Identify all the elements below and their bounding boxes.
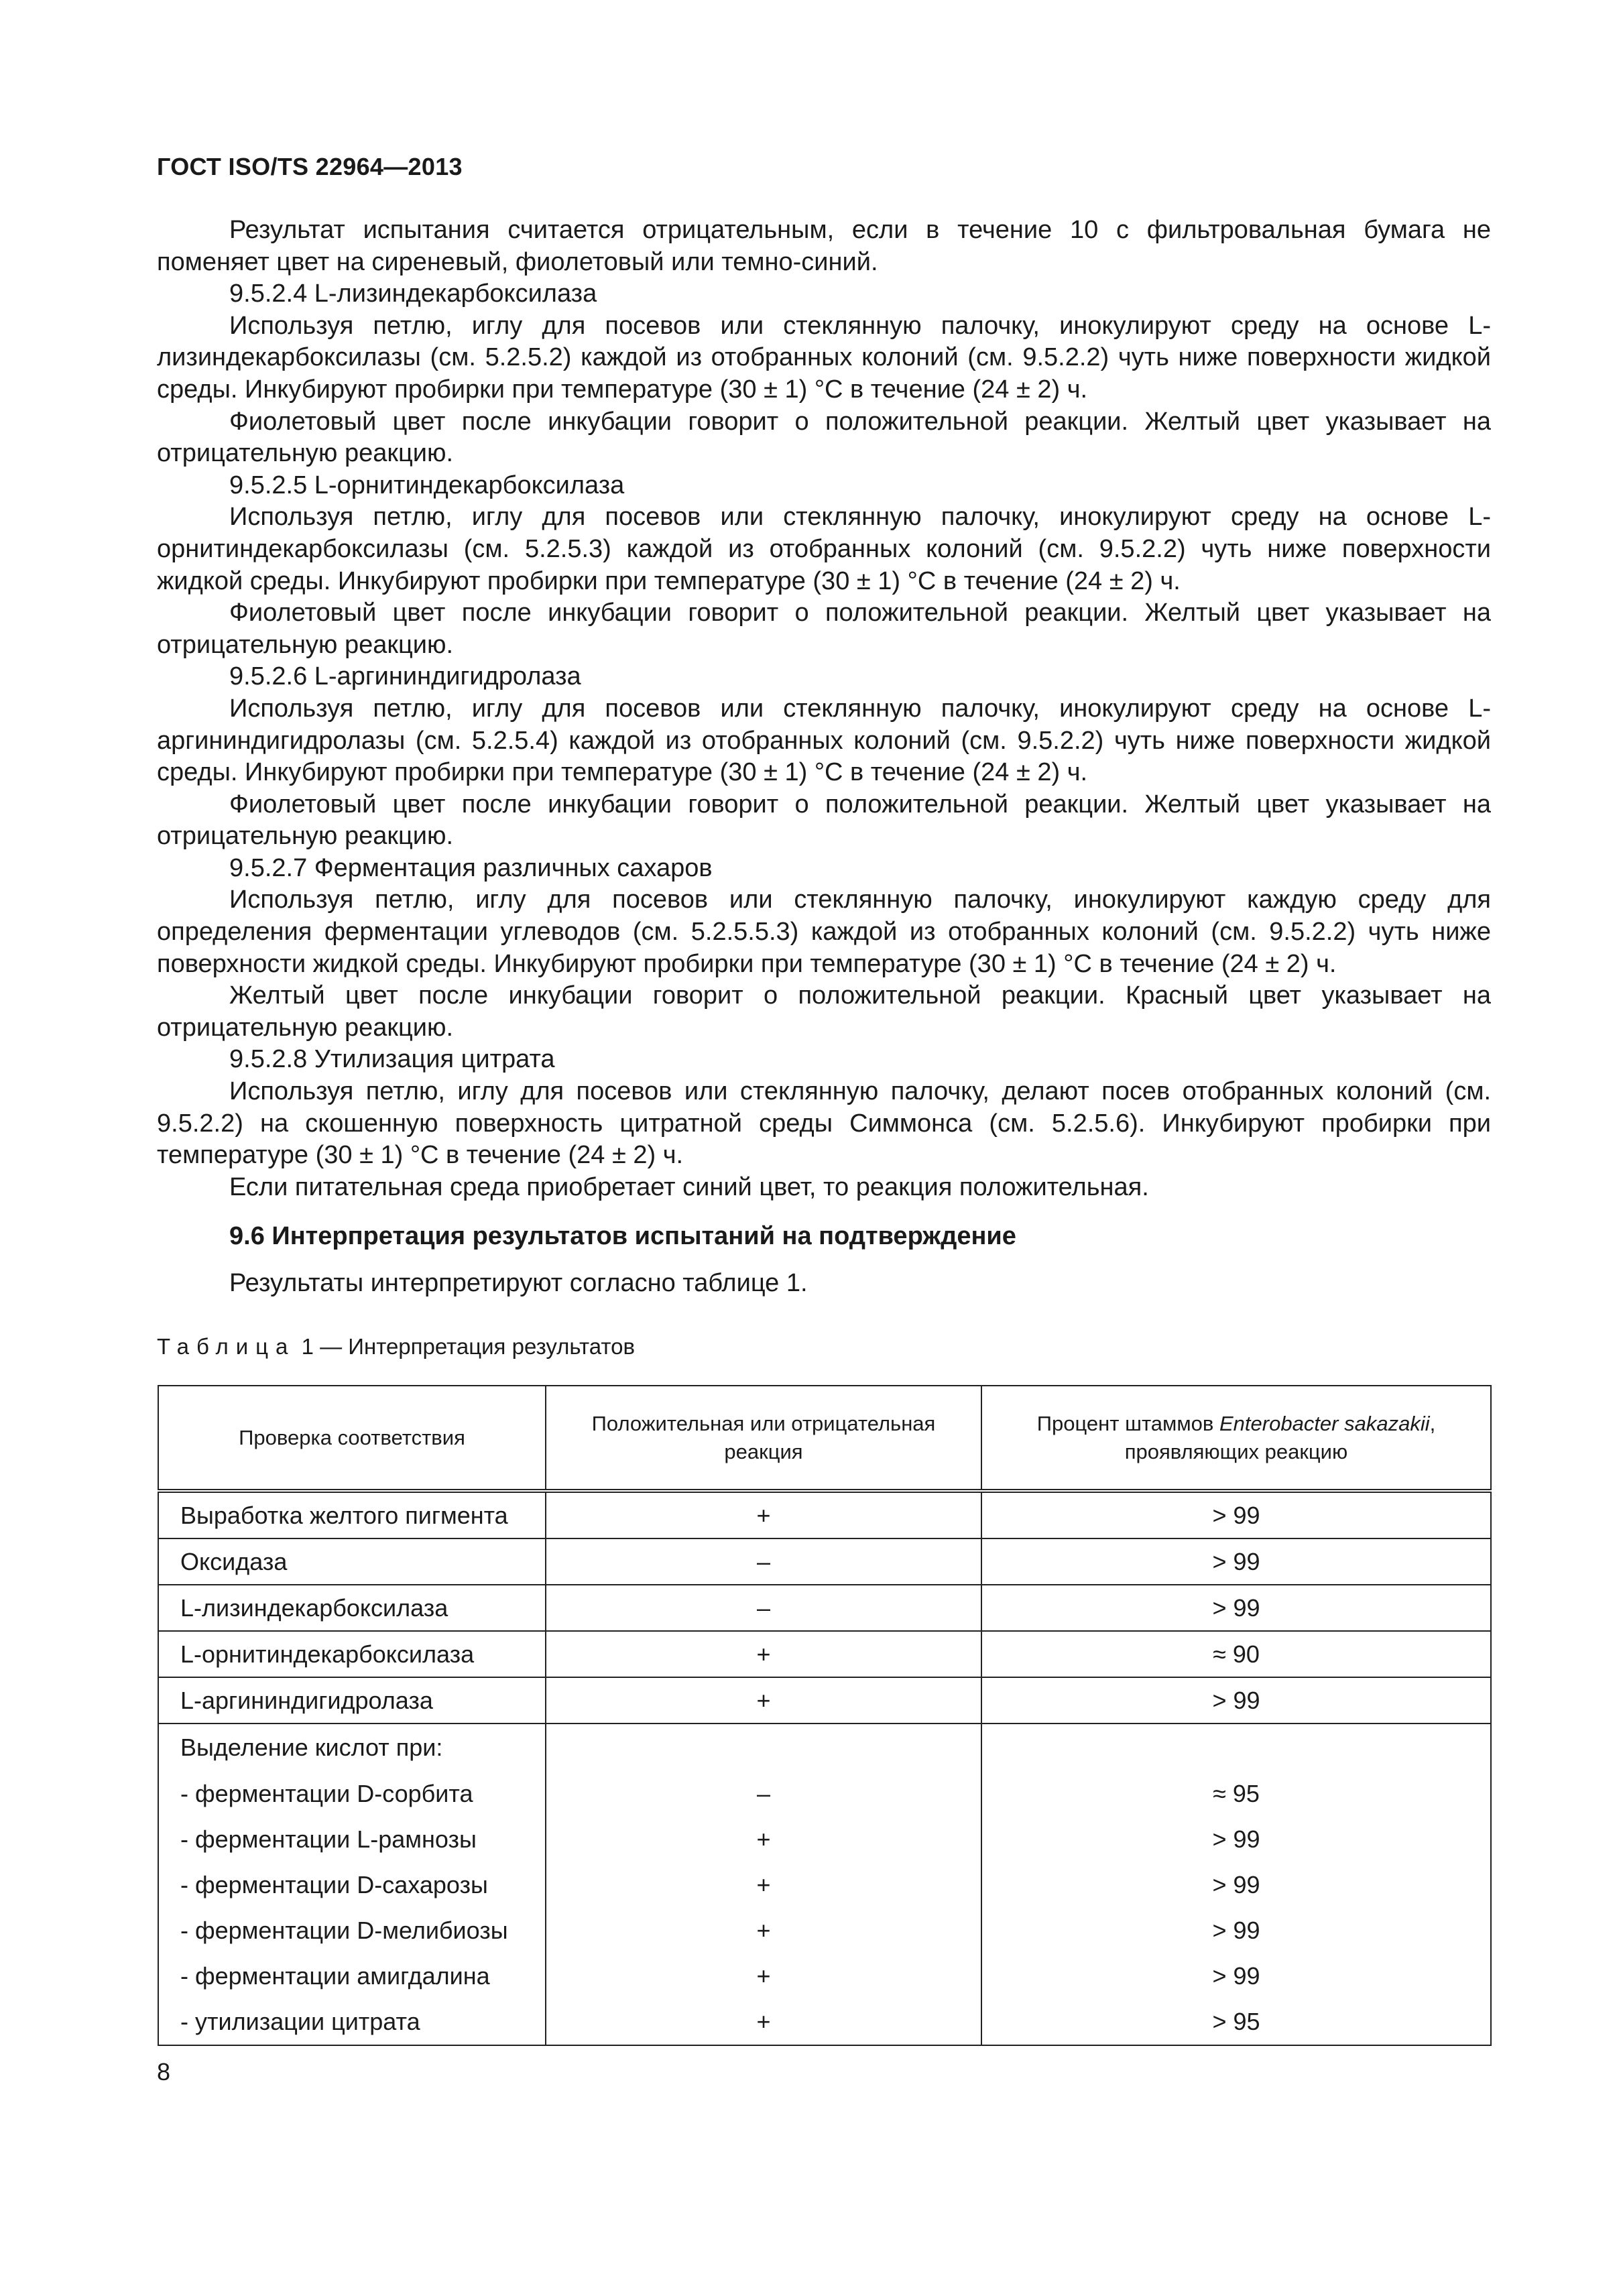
table-caption-title: 1 — Интерпретация результатов xyxy=(301,1334,635,1359)
header-percent-suffix: , проявляющих реакцию xyxy=(1124,1411,1436,1463)
cell-reaction: + xyxy=(546,1953,981,1999)
header-reaction: Положительная или отрицательная реакция xyxy=(546,1386,981,1491)
paragraph: Фиолетовый цвет после инкубации говорит о положительной реакции. Желтый цвет указывает на отрицательную реакцию. xyxy=(157,599,1491,659)
cell-percent: > 99 xyxy=(981,1817,1491,1862)
cell-reaction: + xyxy=(546,1631,981,1677)
paragraph: Результаты интерпретируют согласно таблице 1. xyxy=(229,1269,808,1297)
table-header-row xyxy=(158,1386,1491,1491)
cell-test: L-аргининдигидролаза xyxy=(158,1677,546,1724)
paragraph: Результат испытания считается отрицательным, если в течение 10 с фильтровальная бумага не поменяет цвет на сиреневый, фиолетовый или темно-синий. xyxy=(157,216,1491,276)
cell-test: - ферментации L-рамнозы xyxy=(158,1817,546,1862)
subsection-heading: 9.5.2.4 L-лизиндекарбоксилаза xyxy=(229,280,597,308)
cell-empty xyxy=(546,1724,981,1771)
cell-percent: > 99 xyxy=(981,1908,1491,1953)
subsection-heading: 9.5.2.5 L-орнитиндекарбоксилаза xyxy=(229,471,625,499)
paragraph: Используя петлю, иглу для посевов или стеклянную палочку, инокулируют среду на основе L-орнитиндекарбоксилазы (см. 5.2.5.3) каждой из отобранных колоний (см. 9.5.2.2) чуть ниже поверхности жидкой среды. Инкубируют пробирки при температуре (30 ± 1) °С в течение (24 ± 2) ч. xyxy=(157,503,1491,595)
paragraph: Фиолетовый цвет после инкубации говорит о положительной реакции. Желтый цвет указывает на отрицательную реакцию. xyxy=(157,790,1491,851)
table-row xyxy=(158,1771,1491,1817)
cell-empty xyxy=(981,1724,1491,1771)
paragraph: Если питательная среда приобретает синий цвет, то реакция положительная. xyxy=(229,1172,1149,1201)
cell-test: - ферментации D-сахарозы xyxy=(158,1862,546,1908)
table-row xyxy=(158,1585,1491,1631)
cell-test: Выработка желтого пигмента xyxy=(158,1491,546,1538)
paragraph: Фиолетовый цвет после инкубации говорит о положительной реакции. Желтый цвет указывает на отрицательную реакцию. xyxy=(157,407,1491,468)
cell-group-title: Выделение кислот при: xyxy=(158,1724,546,1771)
cell-percent: > 95 xyxy=(981,1999,1491,2045)
cell-reaction: – xyxy=(546,1538,981,1585)
cell-percent: ≈ 90 xyxy=(981,1631,1491,1677)
cell-test: - ферментации амигдалина xyxy=(158,1953,546,1999)
table-row xyxy=(158,1677,1491,1724)
cell-reaction: + xyxy=(546,1677,981,1724)
paragraph: Используя петлю, иглу для посевов или стеклянную палочку, инокулируют каждую среду для определения ферментации углеводов (см. 5.2.5.5.3) каждой из отобранных колоний (см. 9.5.2.2) чуть ниже поверхности жидкой среды. Инкубируют пробирки при температуре (30 ± 1) °С в течение (24 ± 2) ч. xyxy=(157,886,1491,978)
table-row xyxy=(158,1538,1491,1585)
table-row xyxy=(158,1999,1491,2045)
paragraph: Используя петлю, иглу для посевов или стеклянную палочку, инокулируют среду на основе L-лизиндекарбоксилазы (см. 5.2.5.2) каждой из отобранных колоний (см. 9.5.2.2) чуть ниже поверхности жидкой среды. Инкубируют пробирки при температуре (30 ± 1) °С в течение (24 ± 2) ч. xyxy=(157,311,1491,404)
cell-reaction: + xyxy=(546,1908,981,1953)
cell-test: - ферментации D-сорбита xyxy=(158,1771,546,1817)
standard-header: ГОСТ ISO/TS 22964—2013 xyxy=(157,153,463,180)
cell-reaction: – xyxy=(546,1771,981,1817)
table-row xyxy=(158,1862,1491,1908)
cell-test: L-орнитиндекарбоксилаза xyxy=(158,1631,546,1677)
cell-test: Оксидаза xyxy=(158,1538,546,1585)
table-row xyxy=(158,1817,1491,1862)
table-row xyxy=(158,1491,1491,1538)
subsection-heading: 9.5.2.8 Утилизация цитрата xyxy=(229,1045,555,1074)
table-group-header-row xyxy=(158,1724,1491,1771)
cell-percent: > 99 xyxy=(981,1491,1491,1538)
cell-test: L-лизиндекарбоксилаза xyxy=(158,1585,546,1631)
results-table xyxy=(158,1385,1492,2046)
cell-percent: > 99 xyxy=(981,1862,1491,1908)
header-test: Проверка соответствия xyxy=(158,1386,546,1491)
body-text xyxy=(157,215,1491,1300)
cell-reaction: + xyxy=(546,1862,981,1908)
header-percent-prefix: Процент штаммов xyxy=(1036,1411,1219,1435)
cell-reaction: – xyxy=(546,1585,981,1631)
table-caption-label: Таблица xyxy=(157,1334,296,1359)
section-heading: 9.6 Интерпретация результатов испытаний на подтверждение xyxy=(229,1222,1016,1251)
cell-reaction: + xyxy=(546,1491,981,1538)
cell-percent: > 99 xyxy=(981,1677,1491,1724)
table-row xyxy=(158,1631,1491,1677)
paragraph: Используя петлю, иглу для посевов или стеклянную палочку, инокулируют среду на основе L-аргининдигидролазы (см. 5.2.5.4) каждой из отобранных колоний (см. 9.5.2.2) чуть ниже поверхности жидкой среды. Инкубируют пробирки при температуре (30 ± 1) °С в течение (24 ± 2) ч. xyxy=(157,694,1491,787)
paragraph: Используя петлю, иглу для посевов или стеклянную палочку, делают посев отобранных колоний (см. 9.5.2.2) на скошенную поверхность цитратной среды Симмонса (см. 5.2.5.6). Инкубируют пробирки при температуре (30 ± 1) °С в течение (24 ± 2) ч. xyxy=(157,1077,1491,1170)
subsection-heading: 9.5.2.6 L-аргининдигидролаза xyxy=(229,662,581,691)
paragraph: Желтый цвет после инкубации говорит о положительной реакции. Красный цвет указывает на отрицательную реакцию. xyxy=(157,981,1491,1042)
header-percent-species: Enterobacter sakazakii xyxy=(1219,1411,1430,1435)
page-number: 8 xyxy=(157,2058,171,2086)
cell-percent: > 99 xyxy=(981,1538,1491,1585)
cell-reaction: + xyxy=(546,1999,981,2045)
cell-test: - утилизации цитрата xyxy=(158,1999,546,2045)
cell-percent: > 99 xyxy=(981,1585,1491,1631)
table-row xyxy=(158,1953,1491,1999)
table-row xyxy=(158,1908,1491,1953)
header-percent xyxy=(981,1386,1491,1491)
cell-percent: > 99 xyxy=(981,1953,1491,1999)
subsection-heading: 9.5.2.7 Ферментация различных сахаров xyxy=(229,853,713,882)
cell-percent: ≈ 95 xyxy=(981,1771,1491,1817)
cell-test: - ферментации D-мелибиозы xyxy=(158,1908,546,1953)
cell-reaction: + xyxy=(546,1817,981,1862)
table-caption xyxy=(157,1334,635,1360)
